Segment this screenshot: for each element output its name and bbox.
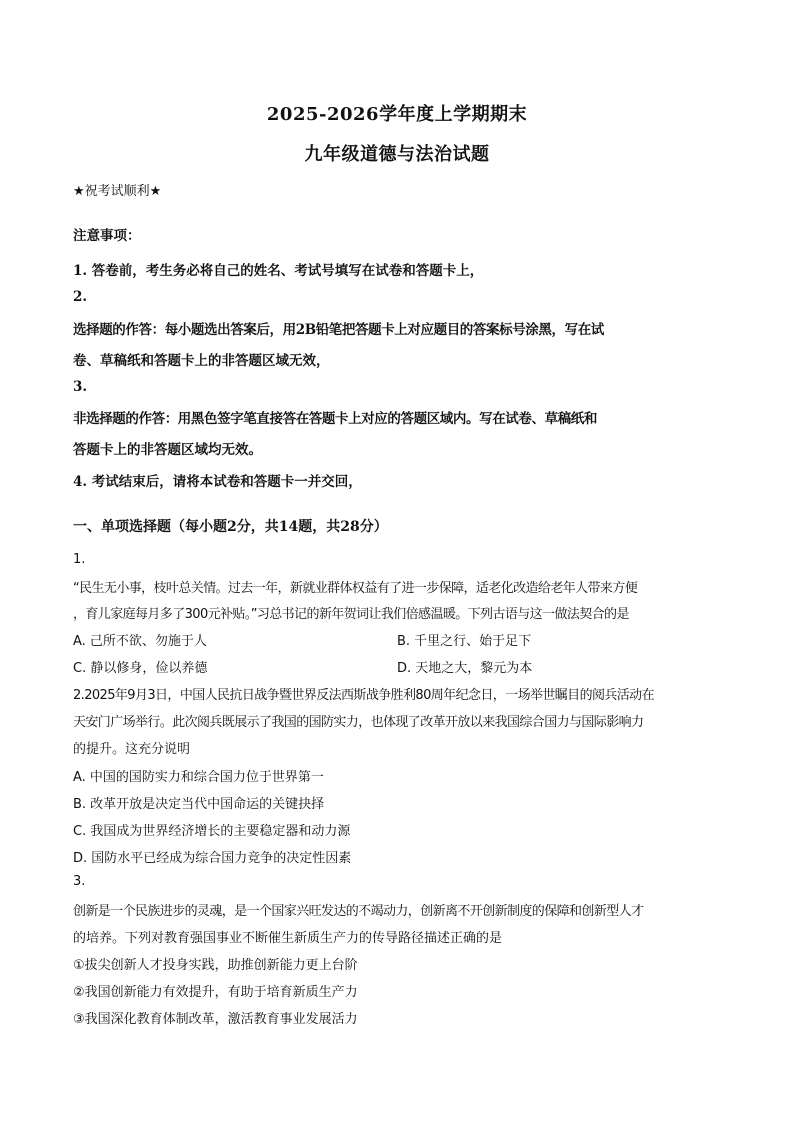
question-3-option-1: ①拔尖创新人才投身实践，助推创新能力更上台阶	[73, 958, 358, 973]
note-item-2-line-1: 选择题的作答：每小题选出答案后，用2B铅笔把答题卡上对应题目的答案标号涂黑，写在试	[73, 322, 604, 338]
question-2-stem-line-2: 天安门广场举行。此次阅兵既展示了我国的国防实力，也体现了改革开放以来我国综合国力与国际影响力	[73, 715, 644, 730]
note-item-2-number: 2.	[73, 289, 88, 305]
note-item-3-line-2: 答题卡上的非答题区域均无效。	[73, 442, 262, 458]
note-item-2-line-2: 卷、草稿纸和答题卡上的非答题区域无效，	[73, 353, 330, 369]
question-1-stem-line-1: “民生无小事，枝叶总关情。过去一年，新就业群体权益有了进一步保障，适老化改造给老年人带来方便	[73, 581, 638, 596]
section-heading: 一、单项选择题（每小题2分，共14题，共28分）	[73, 519, 388, 535]
question-3-stem-line-1: 创新是一个民族进步的灵魂，是一个国家兴旺发达的不竭动力，创新离不开创新制度的保障和创新型人才	[73, 904, 644, 919]
question-2-option-b: B. 改革开放是决定当代中国命运的关键抉择	[73, 797, 325, 812]
note-item-3-number: 3.	[73, 379, 88, 395]
question-1-option-a: A. 己所不欲、勿施于人	[73, 634, 207, 649]
question-3-option-2: ②我国创新能力有效提升，有助于培育新质生产力	[73, 985, 358, 1000]
question-3-stem-line-2: 的培养。下列对教育强国事业不断催生新质生产力的传导路径描述正确的是	[73, 931, 503, 946]
notes-heading: 注意事项：	[73, 228, 141, 244]
question-1-option-c: C. 静以修身，俭以养德	[73, 661, 208, 676]
blessing-text: ★祝考试顺利★	[73, 184, 162, 199]
note-item-1: 1. 答卷前，考生务必将自己的姓名、考试号填写在试卷和答题卡上，	[73, 263, 484, 279]
question-2-stem-line-1: 2.2025年9月3日，中国人民抗日战争暨世界反法西斯战争胜利80周年纪念日，一场举世瞩目的阅兵活动在	[73, 688, 654, 703]
question-3-number: 3.	[73, 874, 86, 889]
question-1-number: 1.	[73, 552, 86, 567]
question-2-option-c: C. 我国成为世界经济增长的主要稳定器和动力源	[73, 824, 351, 839]
question-2-option-d: D. 国防水平已经成为综合国力竞争的决定性因素	[73, 851, 352, 866]
question-3-option-3: ③我国深化教育体制改革，激活教育事业发展活力	[73, 1012, 358, 1027]
question-2-stem-line-3: 的提升。这充分说明	[73, 742, 191, 757]
note-item-4: 4. 考试结束后，请将本试卷和答题卡一并交回，	[73, 474, 362, 490]
question-2-option-a: A. 中国的国防实力和综合国力位于世界第一	[73, 770, 324, 785]
question-1-option-d: D. 天地之大，黎元为本	[397, 661, 533, 676]
question-1-option-b: B. 千里之行、始于足下	[397, 634, 532, 649]
question-1-stem-line-2: ，育儿家庭每月多了300元补贴。”习总书记的新年贺词让我们倍感温暖。下列古语与这一做法契合的是	[73, 607, 629, 622]
note-item-3-line-1: 非选择题的作答：用黑色签字笔直接答在答题卡上对应的答题区域内。写在试卷、草稿纸和	[73, 411, 597, 427]
exam-subtitle: 九年级道德与法治试题	[304, 144, 490, 165]
exam-title: 2025-2026学年度上学期期末	[266, 104, 528, 125]
